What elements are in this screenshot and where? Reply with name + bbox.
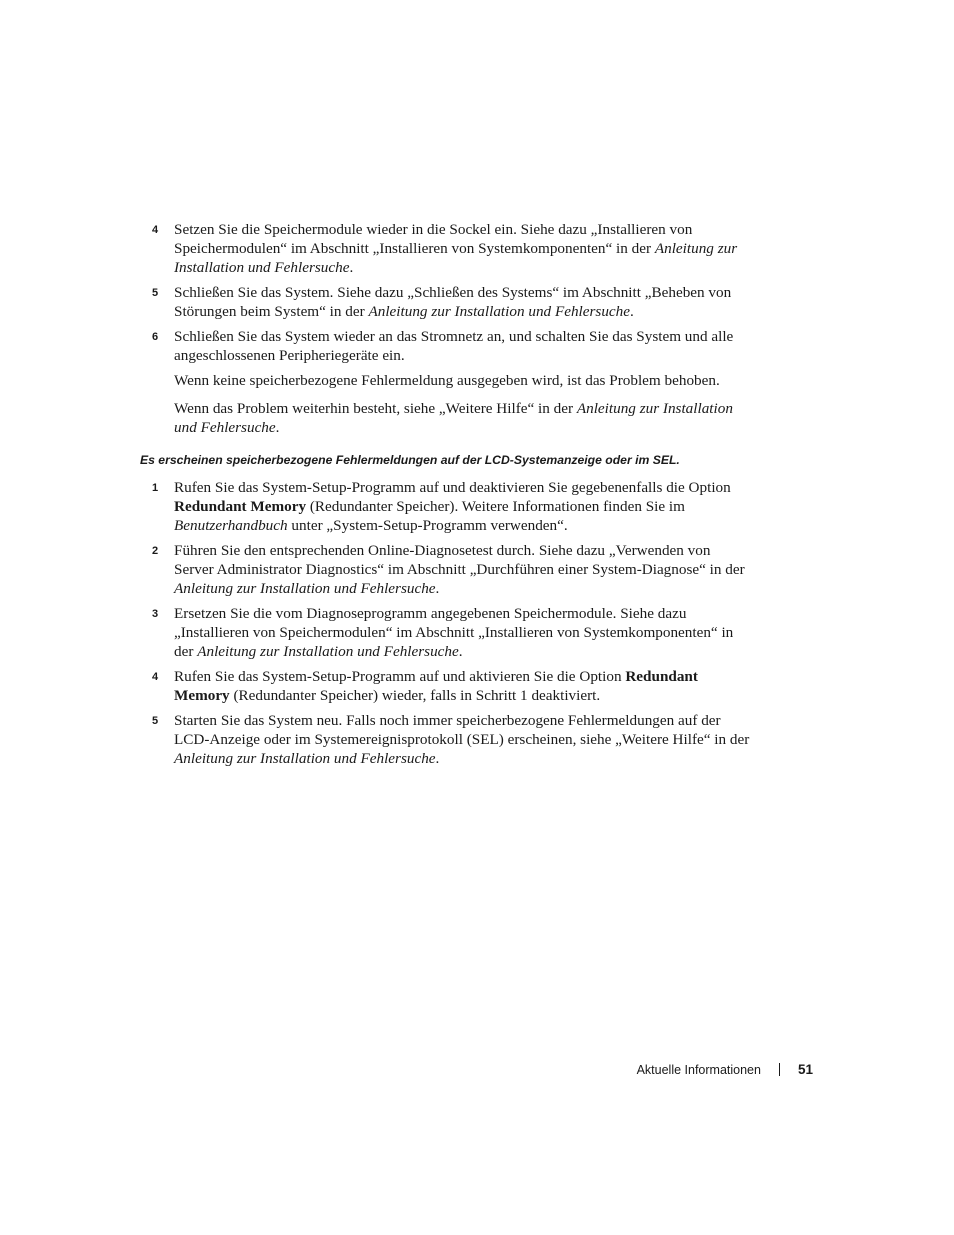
doc-reference: Anleitung zur Installation und Fehlersuche xyxy=(174,580,436,597)
step-number: 1 xyxy=(152,482,159,494)
steps-block-a xyxy=(152,220,752,437)
step-b-1: 1 Rufen Sie das System-Setup-Programm auf und deaktivieren Sie gegebenenfalls die Option Redundant Memory (Redundanter Speicher). Weitere Informationen finden Sie im Benutzerhandbuch unter „System-Setup-Programm verwenden“. xyxy=(152,479,731,534)
step-b-4: 4 Rufen Sie das System-Setup-Programm auf und aktivieren Sie die Option Redundant Memory (Redundanter Speicher) wieder, falls in Schritt 1 deaktiviert. xyxy=(152,668,698,704)
step-number: 5 xyxy=(152,715,159,727)
page-footer xyxy=(637,1062,813,1077)
footer-section-title: Aktuelle Informationen xyxy=(636,1062,761,1077)
doc-reference: Anleitung zur Installation und Fehlersuche xyxy=(368,303,631,320)
steps-block-b xyxy=(152,478,752,768)
step-a-5: 5 Schließen Sie das System. Siehe dazu „Schließen des Systems“ im Abschnitt „Beheben von Störungen beim System“ in der Anleitung zur Installation und Fehlersuche. xyxy=(152,284,732,320)
step-number: 6 xyxy=(152,331,159,343)
doc-reference: Anleitung zur Installation und Fehlersuche xyxy=(174,400,733,436)
page-number: 51 xyxy=(797,1062,813,1077)
option-name: Redundant Memory xyxy=(174,668,698,704)
section-heading: Es erscheinen speicherbezogene Fehlermeldungen auf der LCD-Systemanzeige oder im SEL. xyxy=(140,453,680,467)
step-number: 5 xyxy=(152,287,159,299)
step-b-2: 2 Führen Sie den entsprechenden Online-Diagnosetest durch. Siehe dazu „Verwenden von Server Administrator Diagnostics“ im Abschnitt „Durchführen einer System-Diagnose“ in der Anleitung zur Installation und Fehlersuche. xyxy=(152,542,745,597)
option-name: Redundant Memory xyxy=(174,498,307,515)
step-b-5: 5 Starten Sie das System neu. Falls noch immer speicherbezogene Fehlermeldungen auf der LCD-Anzeige oder im Systemereignisprotokoll (SEL) erscheinen, siehe „Weitere Hilfe“ in der Anleitung zur Installation und Fehlersuche. xyxy=(152,712,750,767)
footer-divider xyxy=(779,1063,780,1076)
step-number: 3 xyxy=(152,608,159,620)
doc-reference: Benutzerhandbuch xyxy=(174,517,288,534)
step-b-3: 3 Ersetzen Sie die vom Diagnoseprogramm angegebenen Speichermodule. Siehe dazu „Installieren von Speichermodulen“ im Abschnitt „Installieren von Systemkomponenten“ in der Anleitung zur Installation und Fehlersuche. xyxy=(152,605,734,660)
step-number: 4 xyxy=(152,224,159,236)
doc-reference: Anleitung zur Installation und Fehlersuche xyxy=(197,643,459,660)
doc-reference: Anleitung zur Installation und Fehlersuche xyxy=(174,750,436,767)
resolved-paragraph: Wenn keine speicherbezogene Fehlermeldung ausgegeben wird, ist das Problem behoben. xyxy=(174,372,720,389)
doc-reference: Anleitung zur Installation und Fehlersuche xyxy=(174,240,738,276)
step-a-6: 6 Schließen Sie das System wieder an das Stromnetz an, und schalten Sie das System und alle angeschlossenen Peripheriegeräte ein. xyxy=(152,328,734,364)
help-paragraph: Wenn das Problem weiterhin besteht, siehe „Weitere Hilfe“ in der Anleitung zur Installation und Fehlersuche. xyxy=(174,400,733,436)
step-number: 4 xyxy=(152,671,159,683)
step-a-4: 4 Setzen Sie die Speichermodule wieder in die Sockel ein. Siehe dazu „Installieren von Speichermodulen“ im Abschnitt „Installieren von Systemkomponenten“ in der Anleitung zur Installation und Fehlersuche. xyxy=(152,221,738,276)
step-number: 2 xyxy=(152,545,159,557)
